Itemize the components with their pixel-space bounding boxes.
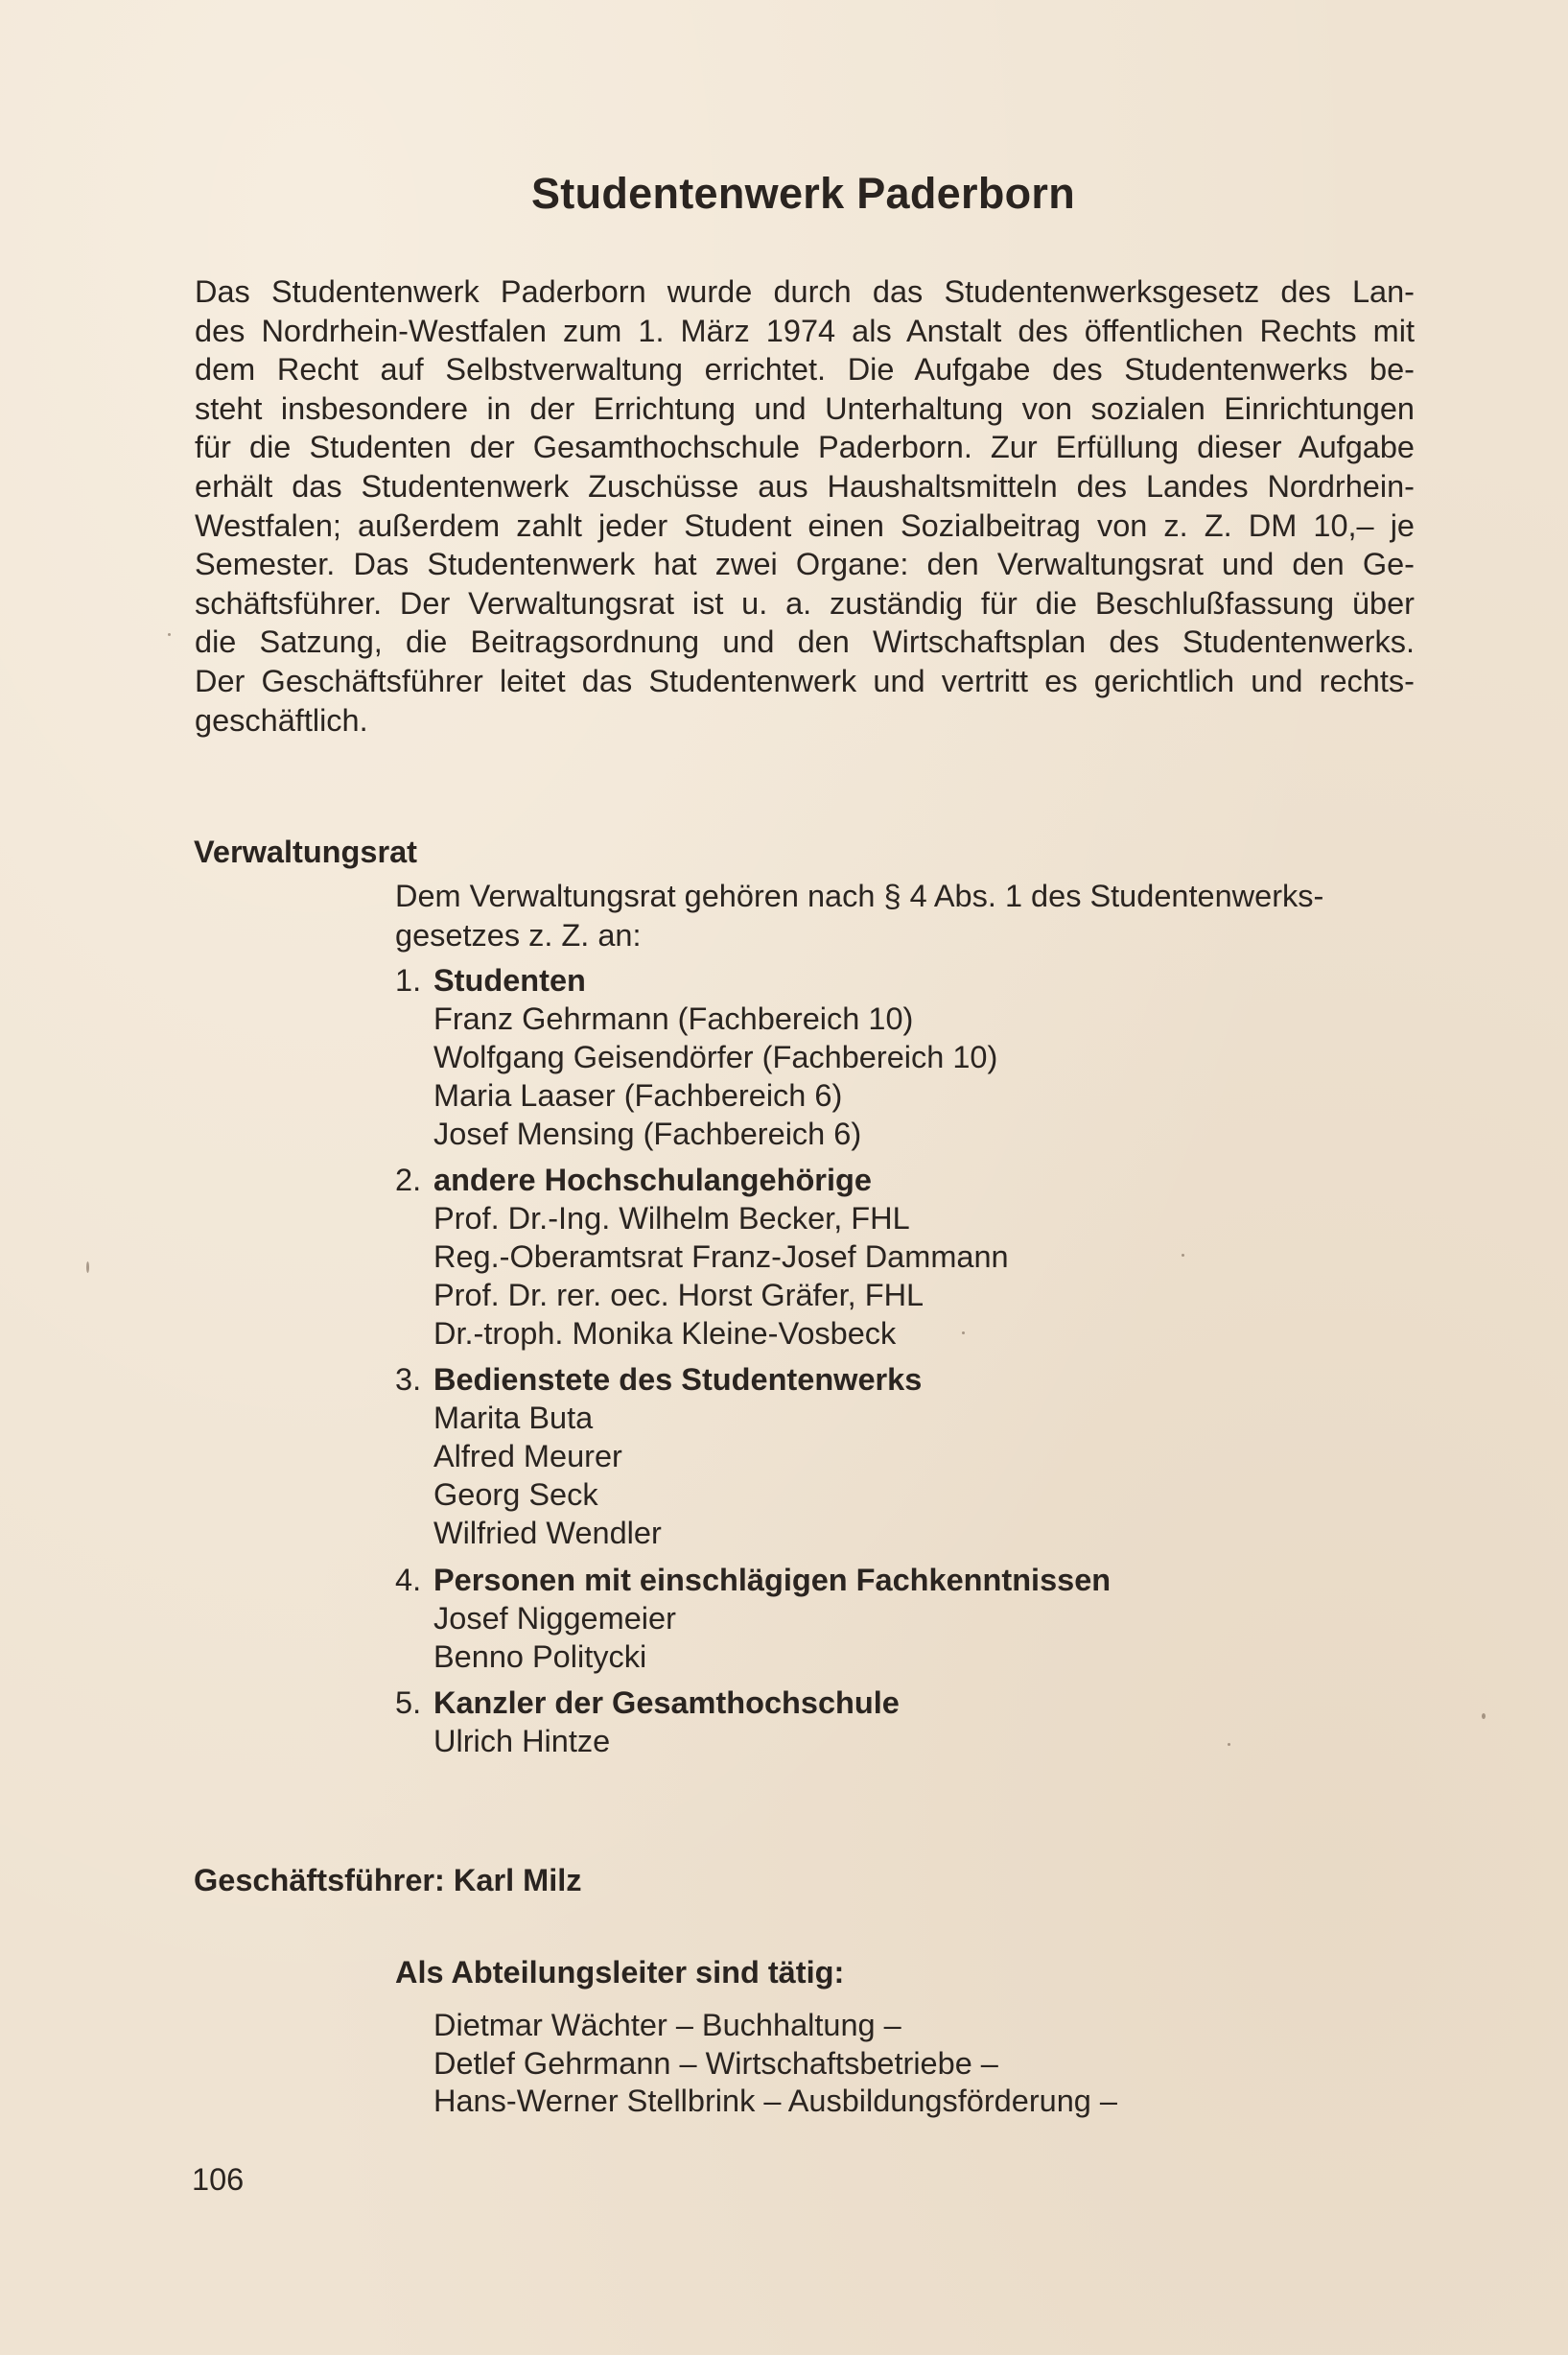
intro-line: Semester. Das Studentenwerk hat zwei Organe: den Verwaltungsrat und den Ge- [195, 547, 1415, 582]
list-item: Prof. Dr. rer. oec. Horst Gräfer, FHL [433, 1278, 924, 1312]
intro-line: steht insbesondere in der Errichtung und Unterhaltung von sozialen Einrichtungen [195, 390, 1415, 426]
list-item: Detlef Gehrmann – Wirtschaftsbetriebe – [433, 2045, 998, 2081]
verwaltungsrat-heading: Verwaltungsrat [194, 835, 417, 869]
list-item: Prof. Dr.-Ing. Wilhelm Becker, FHL [433, 1201, 910, 1236]
paper-speck [168, 633, 171, 636]
group-number: 3. [395, 1362, 422, 1397]
group-fachkenntnisse [395, 1561, 1111, 1676]
list-item: Georg Seck [433, 1477, 598, 1512]
group-number: 2. [395, 1163, 422, 1197]
list-item: Wilfried Wendler [433, 1516, 662, 1550]
page-title: Studentenwerk Paderborn [530, 169, 1075, 218]
paper-speck [962, 1331, 965, 1334]
list-item: Josef Mensing (Fachbereich 6) [433, 1117, 862, 1151]
verwaltungsrat-intro [395, 877, 1414, 954]
verwaltungsrat-intro-line: gesetzes z. Z. an: [395, 917, 642, 953]
intro-line: geschäftlich. [195, 702, 368, 738]
list-item: Benno Politycki [433, 1639, 647, 1674]
intro-paragraph [195, 272, 1415, 740]
list-item: Reg.-Oberamtsrat Franz-Josef Dammann [433, 1239, 1009, 1274]
paper-speck [1182, 1254, 1184, 1257]
paper-speck [1228, 1743, 1230, 1746]
list-item: Alfred Meurer [433, 1439, 622, 1473]
intro-line: Der Geschäftsführer leitet das Studentenwerk und vertritt es gerichtlich und rechts- [195, 663, 1415, 698]
group-heading [395, 1161, 1009, 1199]
verwaltungsrat-intro-line: Dem Verwaltungsrat gehören nach § 4 Abs. 1 des Studentenwerks- [395, 879, 1324, 913]
list-item: Dietmar Wächter – Buchhaltung – [433, 2008, 901, 2042]
group-heading [395, 1561, 1111, 1599]
intro-line: dem Recht auf Selbstverwaltung errichtet. Die Aufgabe des Studentenwerks be- [195, 352, 1415, 388]
group-hochschulangehoerige [395, 1161, 1009, 1353]
intro-line: Westfalen; außerdem zahlt jeder Student einen Sozialbeitrag von z. Z. DM 10,– je [195, 507, 1415, 543]
group-label: Kanzler der Gesamthochschule [433, 1685, 900, 1720]
group-number: 4. [395, 1563, 422, 1597]
list-item: Wolfgang Geisendörfer (Fachbereich 10) [433, 1040, 998, 1074]
group-label: andere Hochschulangehörige [433, 1163, 872, 1197]
group-kanzler [395, 1684, 900, 1760]
intro-line: Das Studentenwerk Paderborn wurde durch das Studentenwerksgesetz des Lan- [195, 274, 1415, 309]
group-studenten [395, 961, 997, 1153]
intro-line: erhält das Studentenwerk Zuschüsse aus Haushaltsmitteln des Landes Nordrhein- [195, 468, 1415, 504]
group-label: Bedienstete des Studentenwerks [433, 1362, 923, 1397]
group-heading [395, 1360, 922, 1399]
group-label: Personen mit einschlägigen Fachkenntnissen [433, 1563, 1112, 1597]
group-heading [395, 961, 997, 1000]
list-item: Dr.-troph. Monika Kleine-Vosbeck [433, 1316, 897, 1351]
intro-line: die Satzung, die Beitragsordnung und den Wirtschaftsplan des Studentenwerks. [195, 624, 1415, 660]
group-number: 5. [395, 1685, 422, 1720]
intro-line: für die Studenten der Gesamthochschule Paderborn. Zur Erfüllung dieser Aufgabe [195, 430, 1415, 465]
list-item: Marita Buta [433, 1401, 594, 1435]
intro-line: schäftsführer. Der Verwaltungsrat ist u. a. zuständig für die Beschlußfassung über [195, 585, 1415, 621]
paper-speck [86, 1261, 89, 1273]
list-item: Hans-Werner Stellbrink – Ausbildungsförderung – [433, 2084, 1117, 2118]
group-bedienstete [395, 1360, 922, 1552]
list-item: Franz Gehrmann (Fachbereich 10) [433, 1001, 914, 1036]
abteilungsleiter-heading: Als Abteilungsleiter sind tätig: [395, 1955, 845, 1990]
paper-speck [1482, 1713, 1486, 1719]
list-item: Ulrich Hintze [433, 1724, 611, 1758]
group-label: Studenten [433, 963, 586, 998]
group-number: 1. [395, 963, 422, 998]
intro-line: des Nordrhein-Westfalen zum 1. März 1974 als Anstalt des öffentlichen Rechts mit [195, 313, 1415, 348]
abteilungsleiter-list [433, 2007, 1117, 2121]
list-item: Josef Niggemeier [433, 1601, 676, 1636]
geschaeftsfuehrer-heading: Geschäftsführer: Karl Milz [194, 1863, 582, 1897]
page-number: 106 [192, 2162, 245, 2197]
list-item: Maria Laaser (Fachbereich 6) [433, 1078, 843, 1113]
group-heading [395, 1684, 900, 1722]
